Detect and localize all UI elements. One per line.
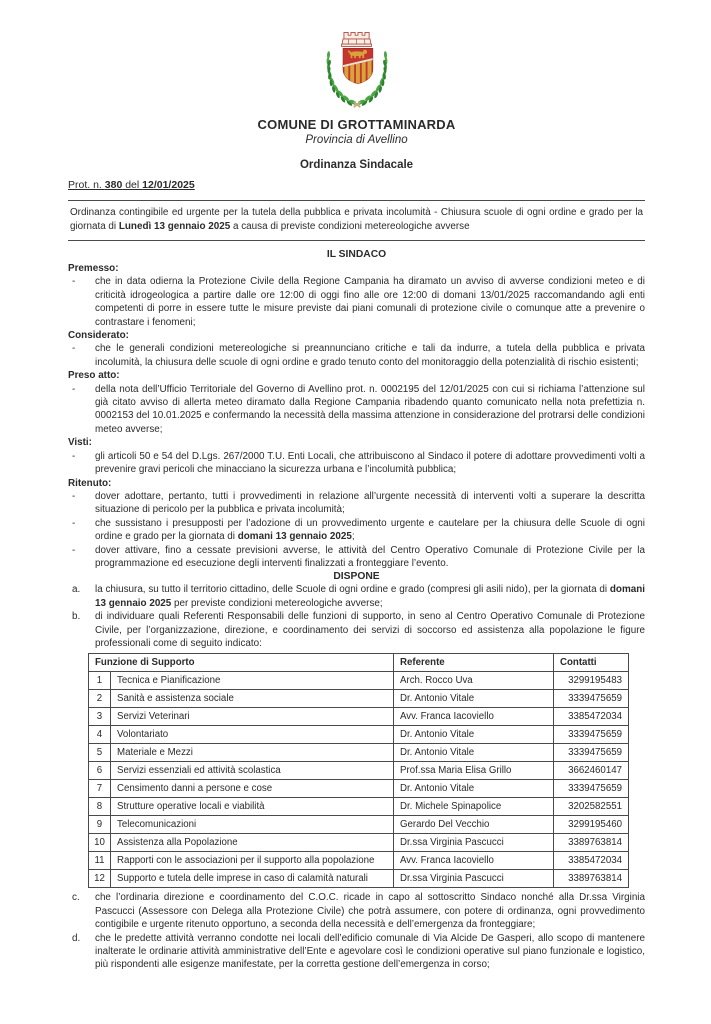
clause-item [68, 450, 645, 477]
subject-text-after: a causa di previste condizioni metereologiche avverse [230, 220, 470, 232]
contact-cell: 3339475659 [554, 780, 629, 798]
row-number: 12 [89, 870, 111, 888]
bold-text: domani 13 gennaio 2025 [95, 584, 645, 609]
protocol-line [68, 179, 645, 191]
support-function-cell: Rapporti con le associazioni per il supporto alla popolazione [111, 852, 394, 870]
referent-cell: Dr. Antonio Vitale [394, 726, 554, 744]
support-function-cell: Assistenza alla Popolazione [111, 834, 394, 852]
protocol-prefix: Prot. n. [68, 179, 105, 191]
support-function-cell: Sanità e assistenza sociale [111, 690, 394, 708]
clause-item [68, 544, 645, 571]
table-row [89, 870, 629, 888]
clause-marker: - [72, 490, 76, 502]
table-row [89, 744, 629, 762]
referents-table [88, 653, 629, 888]
support-function-cell: Tecnica e Pianificazione [111, 672, 394, 690]
referent-cell: Prof.ssa Maria Elisa Grillo [394, 762, 554, 780]
text-segment: che sussistano i presupposti per l’adozione di un provvedimento urgente e cautelare per la chiusura delle Scuole di ogni ordine e grado per la giornata di [95, 517, 645, 543]
table-row [89, 708, 629, 726]
referent-cell: Avv. Franca Iacoviello [394, 708, 554, 726]
support-function-cell: Telecomunicazioni [111, 816, 394, 834]
contact-cell: 3339475659 [554, 726, 629, 744]
document-type-title: Ordinanza Sindacale [299, 159, 414, 171]
clause-item [68, 383, 645, 437]
subject-text: Ordinanza contingibile ed urgente per la tutela della pubblica e privata incolumità - Chiusura scuole di ogni ordine e grado per la giornata di [70, 207, 643, 232]
table-row [89, 816, 629, 834]
clause-marker: - [72, 517, 76, 529]
clause-marker: - [72, 383, 76, 395]
table-row [89, 672, 629, 690]
table-row [89, 834, 629, 852]
table-body [89, 672, 629, 888]
referent-cell: Arch. Rocco Uva [394, 672, 554, 690]
row-number: 6 [89, 762, 111, 780]
header-referente: Referente [394, 654, 554, 672]
row-number: 10 [89, 834, 111, 852]
referent-cell: Dr. Antonio Vitale [394, 690, 554, 708]
table-row [89, 780, 629, 798]
contact-cell: 3339475659 [554, 690, 629, 708]
protocol-number: 380 [104, 179, 123, 191]
text-segment: che in data odierna la Protezione Civile della Regione Campania ha diramato un avviso di avverse condizioni meteo e di criticità idrogeologica a partire dalle ore 12:00 di oggi fino alle ore 12:00 di domani 13/01/2025 raccomandando agli enti competenti di porre in essere tutte le misure previste dai piani comunali di protezione civile o comunque atte a prevenire o contrastare i fenomeni; [95, 276, 645, 328]
support-function-cell: Volontariato [111, 726, 394, 744]
support-function-cell: Servizi Veterinari [111, 708, 394, 726]
clause-marker: - [72, 450, 76, 462]
contact-cell: 3385472034 [554, 708, 629, 726]
dispone-list-cd [68, 891, 645, 971]
mural-crown-icon [341, 32, 371, 46]
section-label: Premesso: [68, 263, 119, 274]
referent-cell: Dr. Michele Spinapolice [394, 798, 554, 816]
clause-text [95, 932, 645, 972]
referent-cell: Dr. Antonio Vitale [394, 780, 554, 798]
coat-of-arms [315, 22, 399, 112]
row-number: 4 [89, 726, 111, 744]
referent-cell: Dr. Antonio Vitale [394, 744, 554, 762]
table-row [89, 762, 629, 780]
protocol-middle: del [122, 179, 143, 191]
referent-cell: Avv. Franca Iacoviello [394, 852, 554, 870]
dispone-heading: DISPONE [333, 571, 380, 583]
support-function-cell: Servizi essenziali ed attività scolastica [111, 762, 394, 780]
table-row [89, 798, 629, 816]
clause-item [68, 490, 645, 517]
clause-text [95, 490, 645, 517]
clause-item [68, 517, 645, 544]
row-number: 8 [89, 798, 111, 816]
row-number: 2 [89, 690, 111, 708]
text-segment: ; [351, 531, 355, 543]
clause-item [68, 583, 645, 610]
header-contatti: Contatti [554, 654, 629, 672]
support-function-cell: Supporto e tutela delle imprese in caso di calamità naturali [111, 870, 394, 888]
sindaco-heading: IL SINDACO [326, 249, 387, 260]
contact-cell: 3299195460 [554, 816, 629, 834]
text-segment: per previste condizioni metereologiche avverse; [171, 597, 383, 609]
document-header [68, 22, 645, 171]
row-number: 7 [89, 780, 111, 798]
support-function-cell: Materiale e Mezzi [111, 744, 394, 762]
province-name: Provincia di Avellino [305, 134, 408, 146]
table-header-row [89, 654, 629, 672]
dispone-list-ab [68, 583, 645, 650]
section-label: Visti: [68, 437, 92, 449]
clause-marker: - [72, 544, 76, 556]
contact-cell: 3389763814 [554, 870, 629, 888]
clause-marker: - [72, 276, 76, 288]
subject-box [68, 200, 645, 241]
referent-cell: Dr.ssa Virginia Pascucci [394, 834, 554, 852]
clause-text [95, 544, 645, 571]
table-row [89, 690, 629, 708]
referent-cell: Gerardo Del Vecchio [394, 816, 554, 834]
clause-item [68, 932, 645, 972]
clause-text [95, 517, 645, 544]
text-segment: dover adottare, pertanto, tutti i provvedimenti in relazione all’urgente necessità di interventi volti a superare la descritta situazione di pericolo per la pubblica e privata incolumità; [95, 490, 645, 516]
support-function-cell: Censimento danni a persone e cose [111, 780, 394, 798]
row-number: 5 [89, 744, 111, 762]
text-segment: che le generali condizioni metereologiche si preannunciano critiche e tali da indurre, a tutela della pubblica e privata incolumità, la chiusura delle scuole di ogni ordine e grado tenuto conto del monitoraggio della potenzialità di rischio esistenti; [95, 343, 645, 368]
clause-marker: c. [72, 892, 80, 904]
clause-item [68, 342, 645, 369]
clause-marker: b. [72, 611, 81, 623]
section-label: Considerato: [68, 330, 129, 342]
clause-text [95, 342, 645, 369]
row-number: 1 [89, 672, 111, 690]
table-row [89, 852, 629, 870]
text-segment: della nota dell’Ufficio Territoriale del Governo di Avellino prot. n. 0002195 del 12/01/2025 con cui si richiama l’attenzione sul già citato avviso di allerta meteo diramato dalla Regione Campania ribadendo quanto comunicato nella nota prefettizia n. 0002153 del 10.01.2025 e confermando la necessità della massima attenzione in considerazione del protrarsi delle condizioni meteo avverse; [95, 383, 645, 435]
contact-cell: 3339475659 [554, 744, 629, 762]
row-number: 9 [89, 816, 111, 834]
clause-marker: a. [72, 584, 81, 596]
section-label: Ritenuto: [68, 477, 112, 489]
clause-marker: - [72, 343, 76, 355]
clause-text [95, 383, 645, 437]
row-number: 3 [89, 708, 111, 726]
subject-date-bold: Lunedì 13 gennaio 2025 [118, 220, 231, 232]
text-segment: dover attivare, fino a cessate previsioni avverse, le attività del Centro Operativo Comunale di Protezione Civile per la programmazione ed esecuzione degli interventi finalizzati a fronteggiare l’evento. [95, 544, 645, 569]
contact-cell: 3385472034 [554, 852, 629, 870]
text-segment: di individuare quali Referenti Responsabili delle funzioni di supporto, in seno al Centro Operativo Comunale di Protezione Civile, per l’organizzazione, direzione, e coordinamento dei servizi di soccorso ed assistenza alla popolazione le figure professionali come di seguito indicato: [95, 611, 645, 649]
clause-text [95, 891, 645, 931]
bold-text: domani 13 gennaio 2025 [237, 531, 352, 543]
clause-item [68, 610, 645, 650]
clause-text [95, 450, 645, 477]
municipality-name: COMUNE DI GROTTAMINARDA [257, 117, 456, 132]
preamble [68, 262, 645, 570]
contact-cell: 3662460147 [554, 762, 629, 780]
text-segment: che le predette attività verranno condotte nei locali dell’edificio comunale di Via Alcide De Gasperi, allo scopo di mantenere inalterate le ordinarie attività amministrative dell’Ente e agevolare così le condizioni operative sul piano funzionale e logistico, più rispondenti alle esigenze manifestate, per la corretta gestione dell’emergenza in corso; [95, 932, 645, 971]
text-segment: gli articoli 50 e 54 del D.Lgs. 267/2000 T.U. Enti Locali, che attribuiscono al Sindaco il potere di adottare provvedimenti volti a prevenire gravi pericoli che minacciano la sicurezza urbana e l’incolumità pubblica; [95, 450, 645, 476]
row-number: 11 [89, 852, 111, 870]
text-segment: che l’ordinaria direzione e coordinamento del C.O.C. ricade in capo al sottoscritto Sindaco nonché alla Dr.ssa Virginia Pascucci (Assessore con Delega alla Protezione Civile) che potrà assumere, con potere di ordinanza, ogni provvedimento contigibile e urgente ritenuto opportuno, a seconda della necessità e dell’emergenza da fronteggiare; [95, 892, 645, 931]
contact-cell: 3299195483 [554, 672, 629, 690]
support-function-cell: Strutture operative locali e viabilità [111, 798, 394, 816]
text-segment: la chiusura, su tutto il territorio cittadino, delle Scuole di ogni ordine e grado (compresi gli asili nido), per la giornata di [95, 584, 610, 596]
contact-cell: 3389763814 [554, 834, 629, 852]
shield-icon [343, 48, 373, 85]
clause-item [68, 275, 645, 329]
referent-cell: Dr.ssa Virginia Pascucci [394, 870, 554, 888]
clause-marker: d. [72, 932, 81, 944]
clause-text [95, 275, 645, 329]
clause-text [95, 610, 645, 650]
contact-cell: 3202582551 [554, 798, 629, 816]
section-label: Preso atto: [68, 370, 120, 382]
table-row [89, 726, 629, 744]
protocol-date: 12/01/2025 [142, 179, 195, 191]
clause-text [95, 583, 645, 610]
clause-item [68, 891, 645, 931]
header-funzione: Funzione di Supporto [89, 654, 394, 672]
